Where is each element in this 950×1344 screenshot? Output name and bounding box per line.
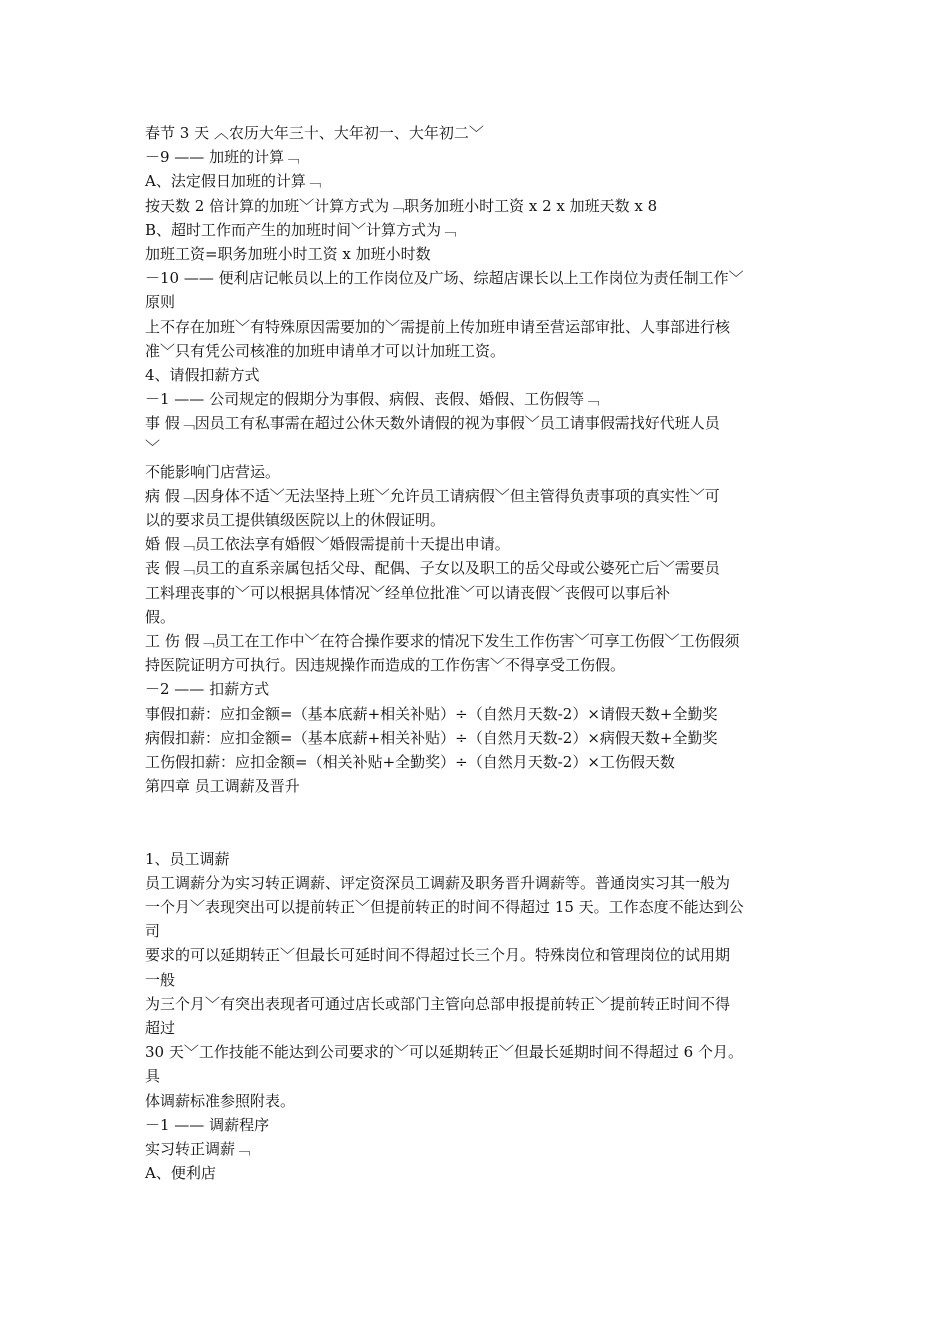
text-line: 实习转正调薪﹁ bbox=[145, 1139, 251, 1158]
text-line: 工料理丧事的﹀可以根据具体情况﹀经单位批准﹀可以请丧假﹀丧假可以事后补 bbox=[145, 583, 671, 602]
text-line: 体调薪标准参照附表。 bbox=[145, 1091, 296, 1110]
text-line: ﹀ bbox=[145, 438, 161, 457]
text-line: 不能影响门店营运。 bbox=[145, 462, 281, 481]
text-line: 持医院证明方可执行。因违规操作而造成的工作伤害﹀不得享受工伤假。 bbox=[145, 656, 626, 675]
text-line: 按天数 2 倍计算的加班﹀计算方式为﹁职务加班小时工资 x 2 x 加班天数 x 8 bbox=[145, 196, 658, 215]
text-line: 准﹀只有凭公司核准的加班申请单才可以计加班工资。 bbox=[145, 341, 506, 360]
text-line: 司 bbox=[145, 922, 161, 941]
text-line: 上不存在加班﹀有特殊原因需要加的﹀需提前上传加班申请至营运部审批、人事部进行核 bbox=[145, 317, 731, 336]
formula-line: 病假扣薪：应扣金额=（基本底薪+相关补贴）÷（自然月天数-2）×病假天数+全勤奖 bbox=[145, 728, 718, 747]
text-line: 假。 bbox=[145, 607, 176, 626]
text-line: 原则 bbox=[145, 293, 176, 312]
text-line: －10 —— 便利店记帐员以上的工作岗位及广场、综超店课长以上工作岗位为责任制工作﹀ bbox=[145, 269, 744, 288]
text-line: 30 天﹀工作技能不能达到公司要求的﹀可以延期转正﹀但最长延期时间不得超过 6 个月。 bbox=[145, 1043, 743, 1062]
text-line: B、超时工作而产生的加班时间﹀计算方式为﹁ bbox=[145, 220, 457, 239]
text-line: A、法定假日加班的计算﹁ bbox=[145, 172, 321, 191]
chapter-heading: 第四章 员工调薪及晋升 bbox=[145, 777, 300, 796]
text-line: 加班工资=职务加班小时工资 x 加班小时数 bbox=[145, 244, 431, 263]
text-line: 丧 假﹁员工的直系亲属包括父母、配偶、子女以及职工的岳父母或公婆死亡后﹀需要员 bbox=[145, 559, 720, 578]
text-line: A、便利店 bbox=[145, 1164, 216, 1183]
text-line: 事 假﹁因员工有私事需在超过公休天数外请假的视为事假﹀员工请事假需找好代班人员 bbox=[145, 414, 720, 433]
text-line: －2 —— 扣薪方式 bbox=[145, 680, 270, 699]
text-line: 婚 假﹁员工依法享有婚假﹀婚假需提前十天提出申请。 bbox=[145, 535, 510, 554]
document-page bbox=[145, 121, 820, 1185]
formula-line: 事假扣薪：应扣金额=（基本底薪+相关补贴）÷（自然月天数-2）×请假天数+全勤奖 bbox=[145, 704, 718, 723]
text-line: －1 —— 调薪程序 bbox=[145, 1115, 270, 1134]
blank-space bbox=[145, 798, 820, 846]
text-line: 超过 bbox=[145, 1018, 176, 1037]
text-line: 具 bbox=[145, 1067, 161, 1086]
text-line: 工 伤 假﹁员工在工作中﹀在符合操作要求的情况下发生工作伤害﹀可享工伤假﹀工伤假须 bbox=[145, 631, 740, 650]
text-line: －9 —— 加班的计算﹁ bbox=[145, 148, 300, 167]
text-line: 要求的可以延期转正﹀但最长可延时间不得超过长三个月。特殊岗位和管理岗位的试用期 bbox=[145, 946, 731, 965]
text-line: 员工调薪分为实习转正调薪、评定资深员工调薪及职务晋升调薪等。普通岗实习其一般为 bbox=[145, 873, 731, 892]
text-line: 一般 bbox=[145, 970, 176, 989]
section-heading: 1、员工调薪 bbox=[145, 849, 230, 868]
text-line: 一个月﹀表现突出可以提前转正﹀但提前转正的时间不得超过 15 天。工作态度不能达到公 bbox=[145, 898, 744, 917]
text-line: 春节 3 天 ︿农历大年三十、大年初一、大年初二﹀ bbox=[145, 124, 484, 142]
text-line: 为三个月﹀有突出表现者可通过店长或部门主管向总部申报提前转正﹀提前转正时间不得 bbox=[145, 994, 731, 1013]
section-heading: 4、请假扣薪方式 bbox=[145, 365, 260, 384]
formula-line: 工伤假扣薪：应扣金额=（相关补贴+全勤奖）÷（自然月天数-2）×工伤假天数 bbox=[145, 752, 675, 771]
text-line: 以的要求员工提供镇级医院以上的休假证明。 bbox=[145, 511, 446, 529]
text-line: －1 —— 公司规定的假期分为事假、病假、丧假、婚假、工伤假等﹁ bbox=[145, 390, 600, 409]
text-line: 病 假﹁因身体不适﹀无法坚持上班﹀允许员工请病假﹀但主管得负责事项的真实性﹀可 bbox=[145, 486, 720, 505]
